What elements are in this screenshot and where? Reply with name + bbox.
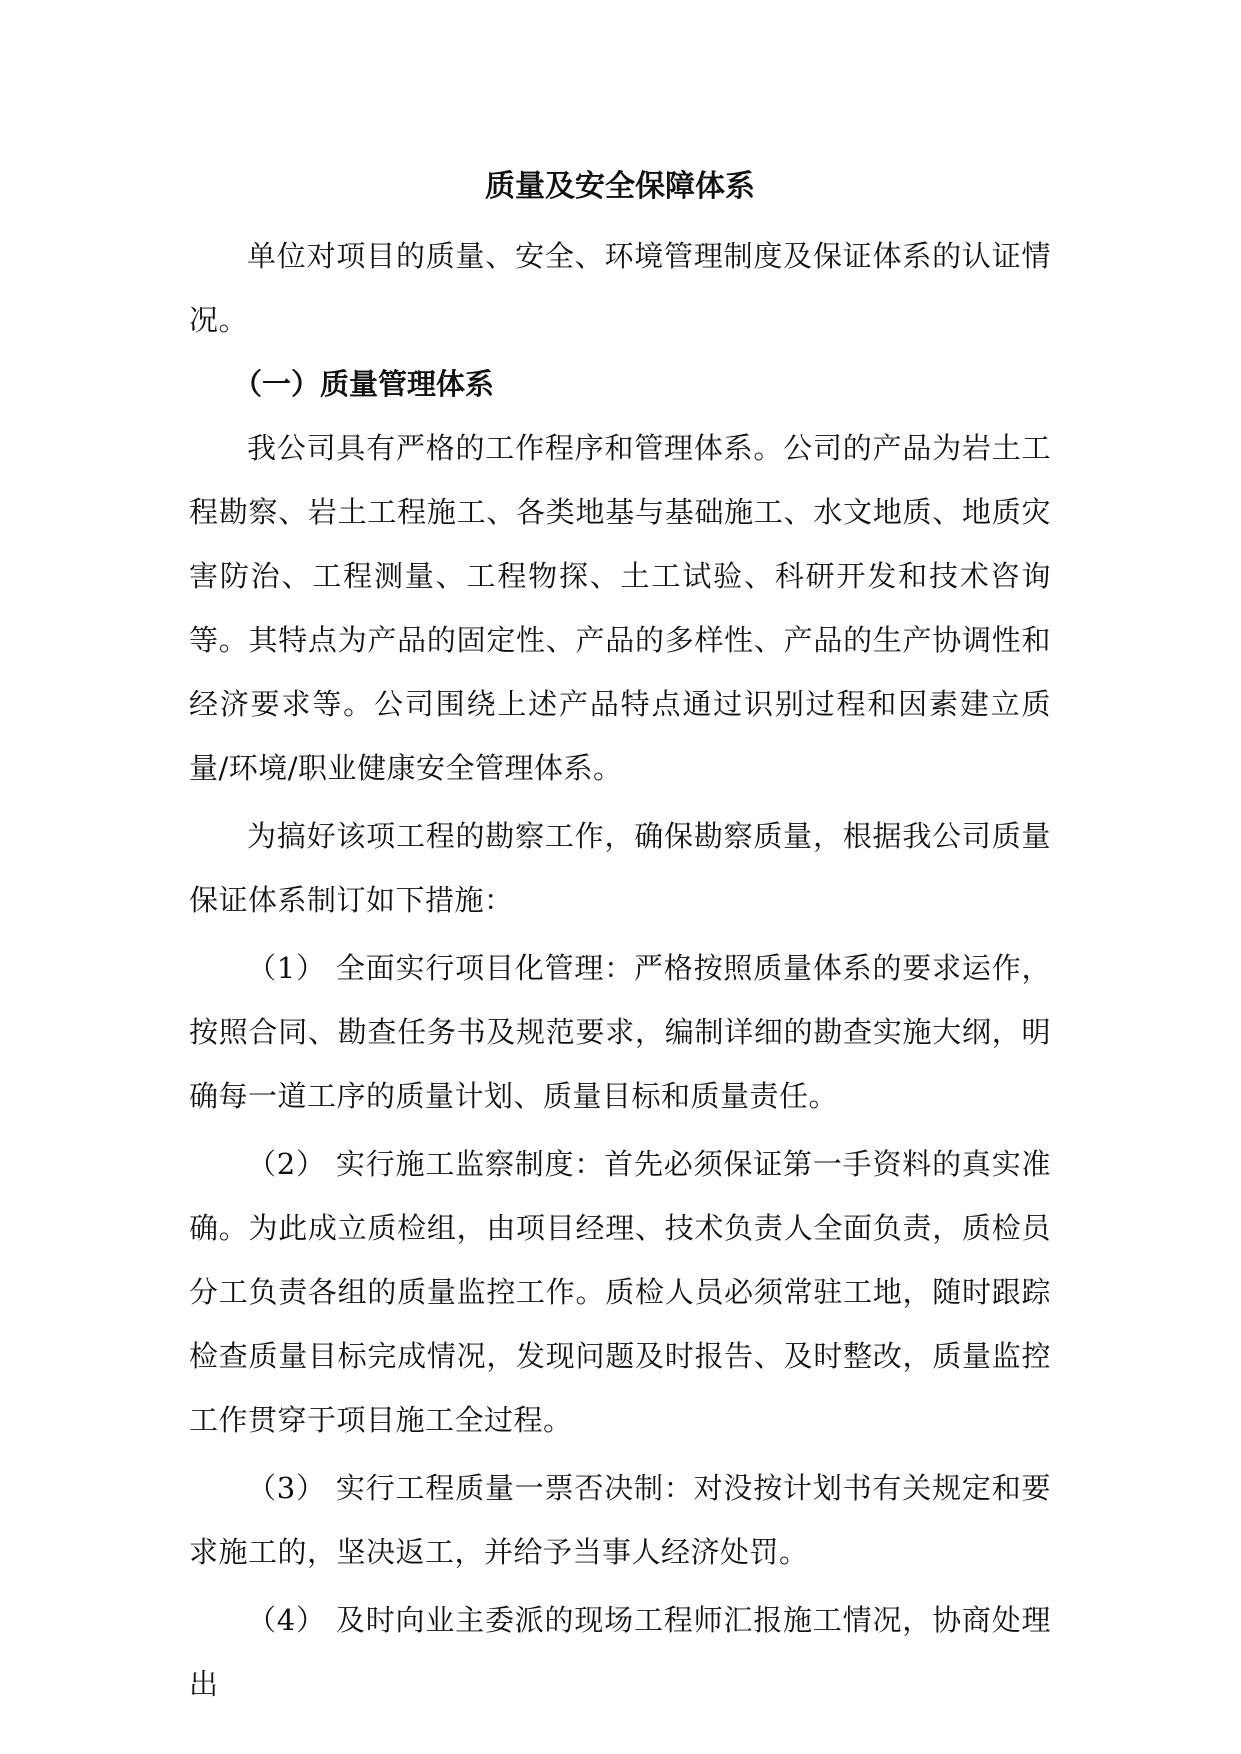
measure-item-4: （4） 及时向业主委派的现场工程师汇报施工情况，协商处理出: [189, 1603, 1051, 1701]
measure-item-1: （1） 全面实行项目化管理：严格按照质量体系的要求运作，按照合同、勘查任务书及规范要求，编制详细的勘查实施大纲，明确每一道工序的质量计划、质量目标和质量责任。: [189, 951, 1051, 1113]
document-body: [189, 160, 1051, 1716]
body-paragraph: 为搞好该项工程的勘察工作，确保勘察质量，根据我公司质量保证体系制订如下措施：: [189, 819, 1051, 917]
measure-item-2: （2） 实行施工监察制度：首先必须保证第一手资料的真实准确。为此成立质检组，由项目经理、技术负责人全面负责，质检员分工负责各组的质量监控工作。质检人员必须常驻工地，随时跟踪检查质量目标完成情况，发现问题及时报告、及时整改，质量监控工作贯穿于项目施工全过程。: [189, 1147, 1051, 1437]
document-title: 质量及安全保障体系: [485, 169, 755, 204]
measure-item-3: （3） 实行工程质量一票否决制：对没按计划书有关规定和要求施工的，坚决返工，并给予当事人经济处罚。: [189, 1471, 1051, 1569]
body-paragraph: 我公司具有严格的工作程序和管理体系。公司的产品为岩土工程勘察、岩土工程施工、各类地基与基础施工、水文地质、地质灾害防治、工程测量、工程物探、土工试验、科研开发和技术咨询等。其特点为产品的固定性、产品的多样性、产品的生产协调性和经济要求等。公司围绕上述产品特点通过识别过程和因素建立质量/环境/职业健康安全管理体系。: [189, 431, 1051, 785]
section-heading: （一）质量管理体系: [233, 367, 495, 401]
intro-paragraph: 单位对项目的质量、安全、环境管理制度及保证体系的认证情况。: [189, 239, 1051, 337]
